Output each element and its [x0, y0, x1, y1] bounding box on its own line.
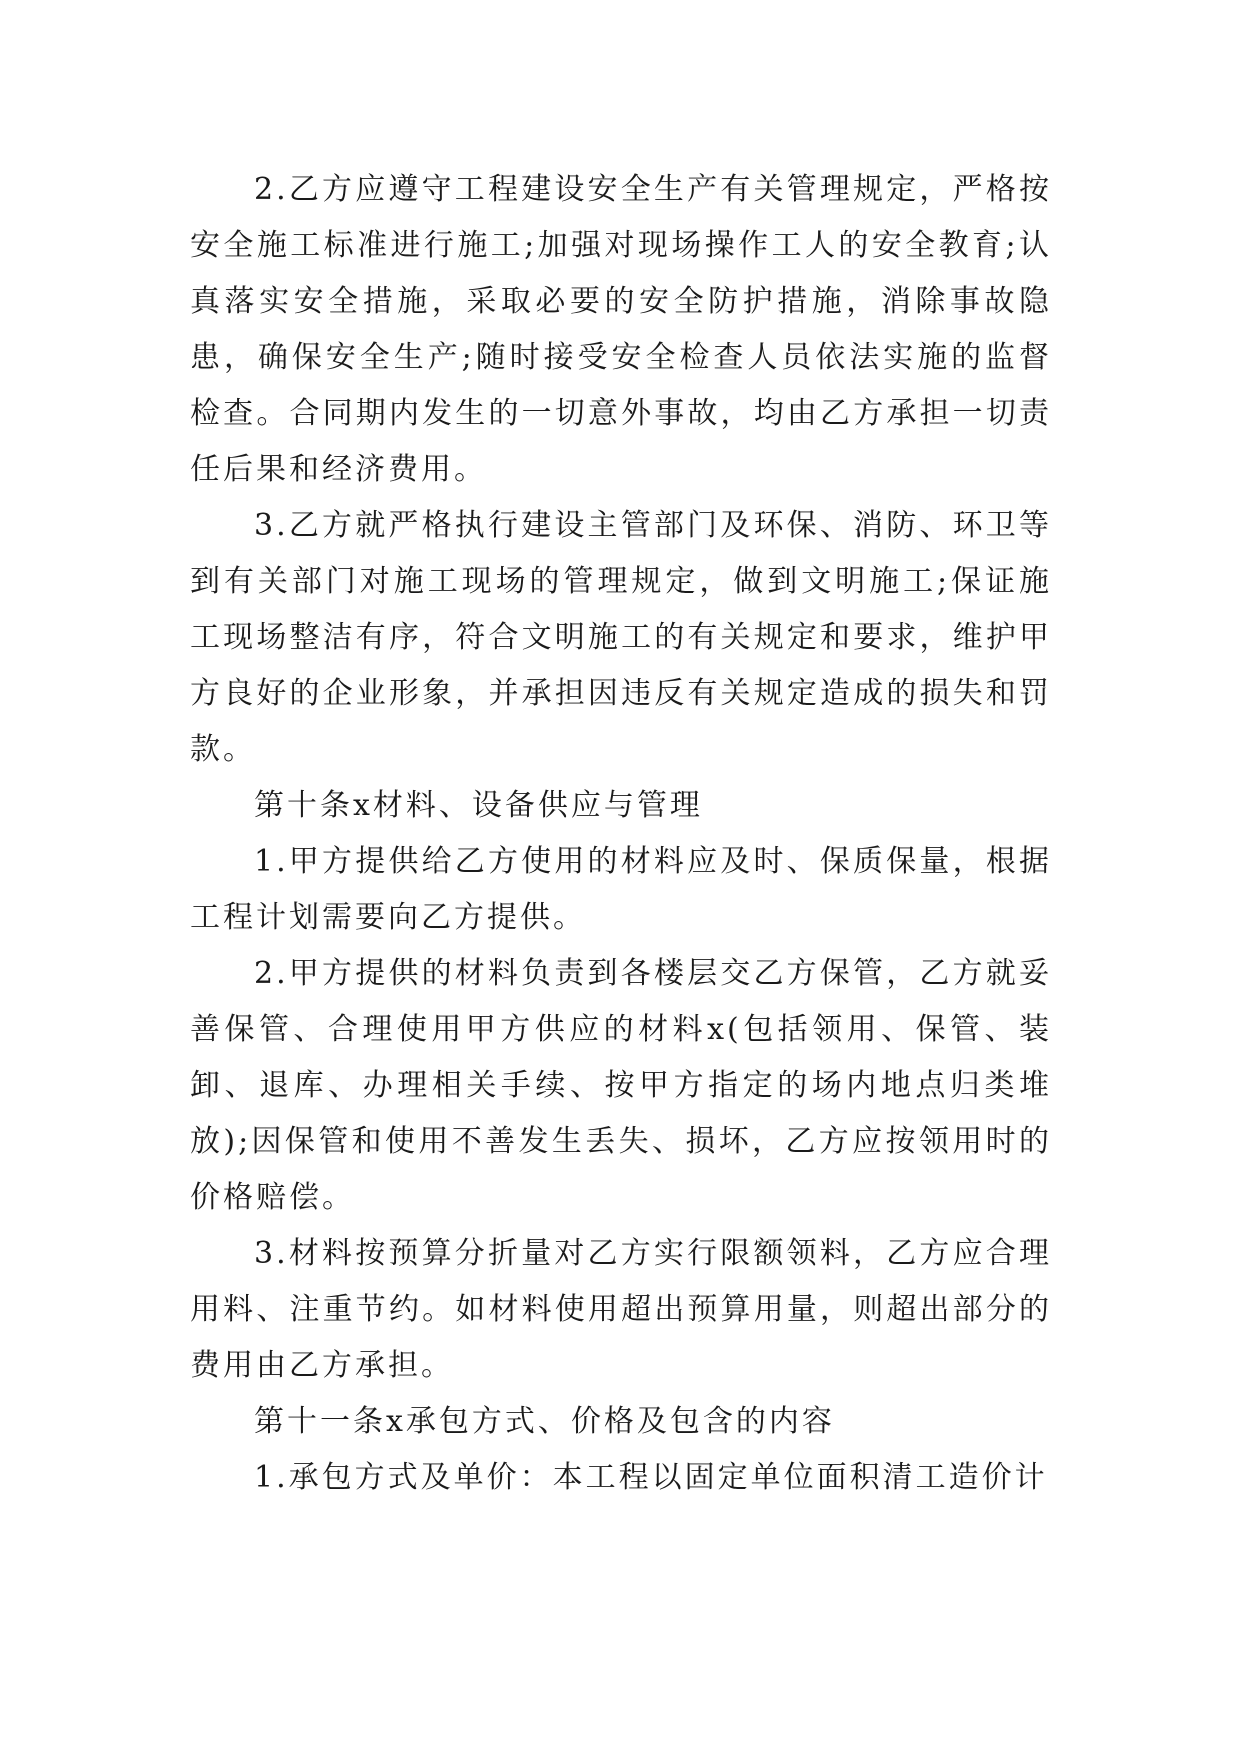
paragraph-material-supply: 1.甲方提供给乙方使用的材料应及时、保质保量，根据工程计划需要向乙方提供。 — [190, 844, 1052, 935]
paragraph-safety-rules: 2.乙方应遵守工程建设安全生产有关管理规定，严格按安全施工标准进行施工;加强对现场操作工人的安全教育;认真落实安全措施，采取必要的安全防护措施，消除事故隐患，确保安全生产;随时接受安全检查人员依法实施的监督检查。合同期内发生的一切意外事故，均由乙方承担一切责任后果和经济费用。 — [190, 172, 1052, 487]
document-body — [190, 162, 1052, 1506]
paragraph-material-quota: 3.材料按预算分折量对乙方实行限额领料，乙方应合理用料、注重节约。如材料使用超出预算用量，则超出部分的费用由乙方承担。 — [190, 1236, 1052, 1383]
article-11-heading: 第十一条x承包方式、价格及包含的内容 — [254, 1404, 835, 1439]
paragraph-material-custody: 2.甲方提供的材料负责到各楼层交乙方保管，乙方就妥善保管、合理使用甲方供应的材料x(包括领用、保管、装卸、退库、办理相关手续、按甲方指定的场内地点归类堆放);因保管和使用不善发生丢失、损坏，乙方应按领用时的价格赔偿。 — [190, 956, 1052, 1215]
article-10-heading: 第十条x材料、设备供应与管理 — [254, 788, 703, 823]
paragraph-civilized-construction: 3.乙方就严格执行建设主管部门及环保、消防、环卫等到有关部门对施工现场的管理规定，做到文明施工;保证施工现场整洁有序，符合文明施工的有关规定和要求，维护甲方良好的企业形象，并承担因违反有关规定造成的损失和罚款。 — [190, 508, 1052, 767]
paragraph-contract-method: 1.承包方式及单价：本工程以固定单位面积清工造价计 — [254, 1460, 1048, 1495]
